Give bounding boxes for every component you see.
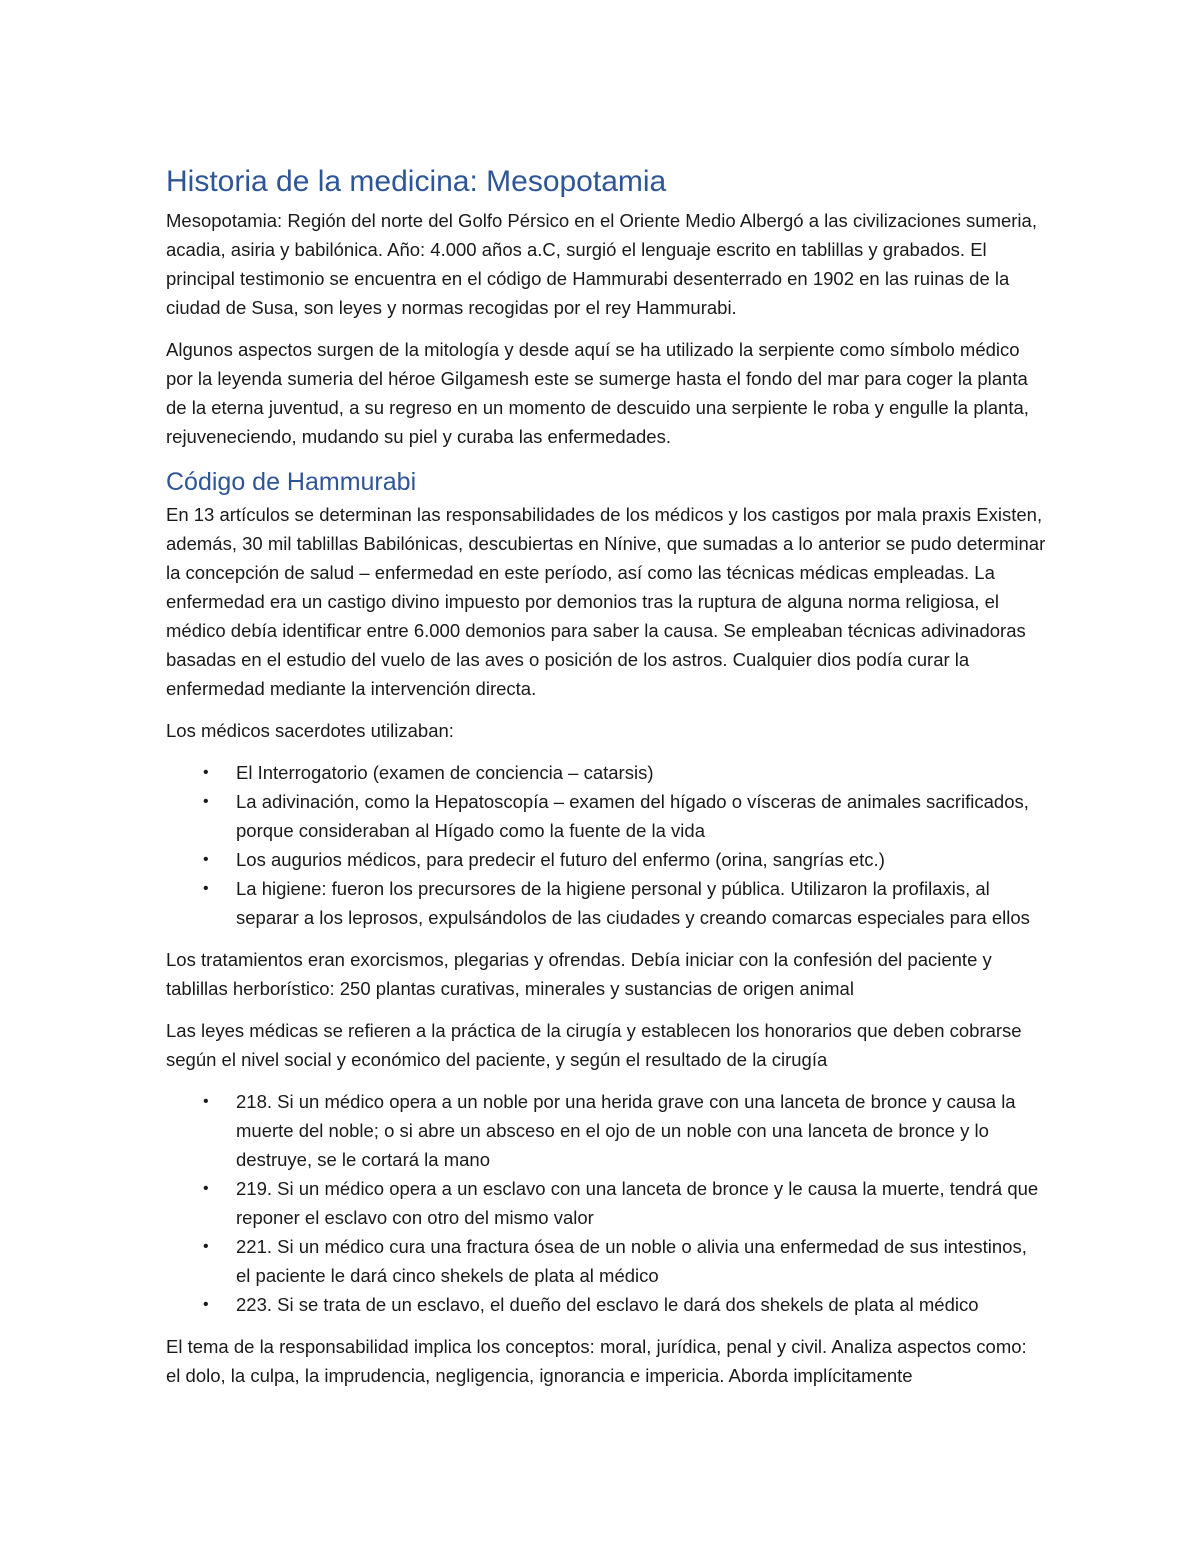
list-item-text: El Interrogatorio (examen de conciencia – catarsis) <box>236 762 654 783</box>
section-paragraph-3: Los tratamientos eran exorcismos, plegarias y ofrendas. Debía iniciar con la confesión del paciente y tablillas herborístico: 250 plantas curativas, minerales y sustancias de origen animal <box>166 949 992 999</box>
list-item <box>203 758 1046 787</box>
section-paragraph-2: Los médicos sacerdotes utilizaban: <box>166 720 454 741</box>
bullet-icon: • <box>203 1238 209 1255</box>
bullet-icon: • <box>203 1180 209 1197</box>
bullet-icon: • <box>203 1296 209 1313</box>
list-item <box>203 1232 1046 1290</box>
section-heading: Código de Hammurabi <box>166 468 417 496</box>
section-paragraph-4: Las leyes médicas se refieren a la práctica de la cirugía y establecen los honorarios que deben cobrarse según el nivel social y económico del paciente, y según el resultado de la cirugía <box>166 1020 1022 1070</box>
list-item-text: 219. Si un médico opera a un esclavo con una lanceta de bronce y le causa la muerte, tendrá que reponer el esclavo con otro del mismo valor <box>236 1178 1039 1228</box>
page-title: Historia de la medicina: Mesopotamia <box>166 165 667 198</box>
bullet-icon: • <box>203 880 209 897</box>
bullet-icon: • <box>203 851 209 868</box>
list-item <box>203 874 1046 932</box>
list-item-text: La adivinación, como la Hepatoscopía – examen del hígado o vísceras de animales sacrificados, porque consideraban al Hígado como la fuente de la vida <box>236 791 1029 841</box>
section-paragraph-5: El tema de la responsabilidad implica los conceptos: moral, jurídica, penal y civil. Analiza aspectos como: el dolo, la culpa, la imprudencia, negligencia, ignorancia e impericia. Aborda implícitamente <box>166 1336 1027 1386</box>
list-item <box>203 845 1046 874</box>
list-item <box>203 787 1046 845</box>
list-item-text: 223. Si se trata de un esclavo, el dueño del esclavo le dará dos shekels de plata al médico <box>236 1294 979 1315</box>
practices-list <box>166 758 1046 932</box>
bullet-icon: • <box>203 1093 209 1110</box>
intro-paragraph-1: Mesopotamia: Región del norte del Golfo Pérsico en el Oriente Medio Albergó a las civilizaciones sumeria, acadia, asiria y babilónica. Año: 4.000 años a.C, surgió el lenguaje escrito en tablillas y grabados. El principal testimonio se encuentra en el código de Hammurabi desenterrado en 1902 en las ruinas de la ciudad de Susa, son leyes y normas recogidas por el rey Hammurabi. <box>166 210 1037 318</box>
list-item <box>203 1087 1046 1174</box>
list-item-text: Los augurios médicos, para predecir el futuro del enfermo (orina, sangrías etc.) <box>236 849 885 870</box>
bullet-icon: • <box>203 793 209 810</box>
list-item <box>203 1174 1046 1232</box>
list-item-text: 221. Si un médico cura una fractura ósea de un noble o alivia una enfermedad de sus intestinos, el paciente le dará cinco shekels de plata al médico <box>236 1236 1027 1286</box>
list-item-text: 218. Si un médico opera a un noble por una herida grave con una lanceta de bronce y causa la muerte del noble; o si abre un absceso en el ojo de un noble con una lanceta de bronce y lo destruye, se le cortará la mano <box>236 1091 1016 1170</box>
section-paragraph-1: En 13 artículos se determinan las responsabilidades de los médicos y los castigos por mala praxis Existen, además, 30 mil tablillas Babilónicas, descubiertas en Nínive, que sumadas a lo anterior se pudo determinar la concepción de salud – enfermedad en este período, así como las técnicas médicas empleadas. La enfermedad era un castigo divino impuesto por demonios tras la ruptura de alguna norma religiosa, el médico debía identificar entre 6.000 demonios para saber la causa. Se empleaban técnicas adivinadoras basadas en el estudio del vuelo de las aves o posición de los astros. Cualquier dios podía curar la enfermedad mediante la intervención directa. <box>166 504 1046 699</box>
list-item <box>203 1290 1046 1319</box>
bullet-icon: • <box>203 764 209 781</box>
laws-list <box>166 1087 1046 1319</box>
document-page <box>166 160 1046 1403</box>
intro-paragraph-2: Algunos aspectos surgen de la mitología y desde aquí se ha utilizado la serpiente como símbolo médico por la leyenda sumeria del héroe Gilgamesh este se sumerge hasta el fondo del mar para coger la planta de la eterna juventud, a su regreso en un momento de descuido una serpiente le roba y engulle la planta, rejuveneciendo, mudando su piel y curaba las enfermedades. <box>166 339 1029 447</box>
list-item-text: La higiene: fueron los precursores de la higiene personal y pública. Utilizaron la profilaxis, al separar a los leprosos, expulsándolos de las ciudades y creando comarcas especiales para ellos <box>236 878 1030 928</box>
